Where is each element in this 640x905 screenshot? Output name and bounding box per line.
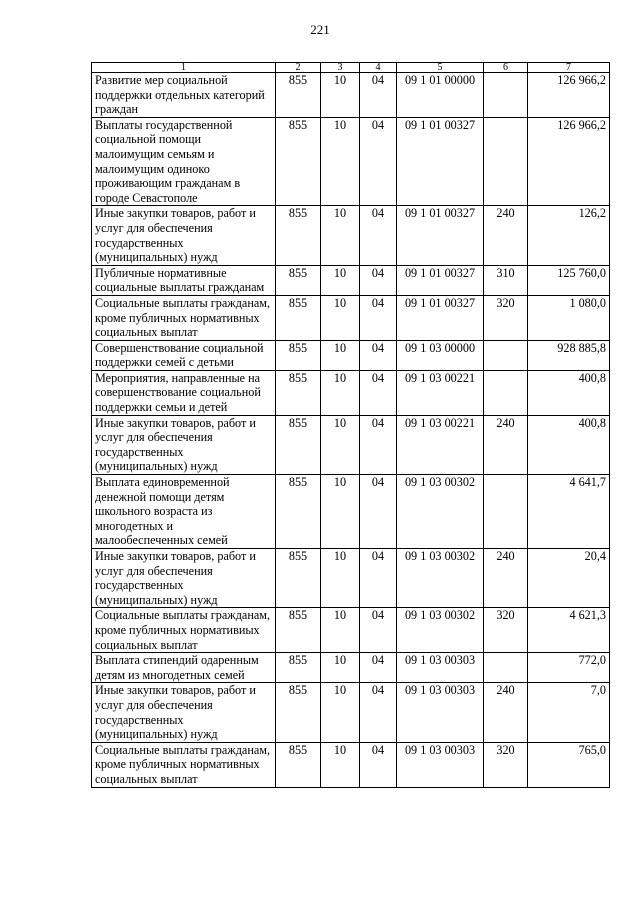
target-article-cell: 09 1 03 00302 (397, 608, 484, 653)
expense-type-cell: 310 (484, 265, 528, 295)
grbs-code-cell: 855 (276, 653, 321, 683)
expense-name-cell: Иные закупки товаров, работ и услуг для обеспечения государственных (муниципальных) нужд (92, 549, 276, 608)
section-code-cell: 10 (321, 653, 360, 683)
expense-name-cell: Выплаты государственной социальной помощи малоимущим семьям и малоимущим одиноко проживающим гражданам в городе Севастополе (92, 117, 276, 206)
grbs-code-cell: 855 (276, 340, 321, 370)
section-code-cell: 10 (321, 295, 360, 340)
table-row (92, 370, 610, 415)
subsection-code-cell: 04 (360, 742, 397, 787)
amount-cell: 4 641,7 (528, 475, 610, 549)
expense-name-cell: Социальные выплаты гражданам, кроме публичных нормативных социальных выплат (92, 742, 276, 787)
section-code-cell: 10 (321, 742, 360, 787)
expense-name-cell: Выплата единовременной денежной помощи детям школьного возраста из многодетных и малообеспеченных семей (92, 475, 276, 549)
subsection-code-cell: 04 (360, 549, 397, 608)
table-row (92, 653, 610, 683)
amount-cell: 765,0 (528, 742, 610, 787)
target-article-cell: 09 1 03 00000 (397, 340, 484, 370)
table-row (92, 206, 610, 265)
amount-cell: 20,4 (528, 549, 610, 608)
expense-name-cell: Совершенствование социальной поддержки семей с детьми (92, 340, 276, 370)
table-row (92, 549, 610, 608)
target-article-cell: 09 1 03 00303 (397, 742, 484, 787)
expense-name-cell: Мероприятия, направленные на совершенствование социальной поддержки семьи и детей (92, 370, 276, 415)
target-article-cell: 09 1 03 00303 (397, 653, 484, 683)
target-article-cell: 09 1 03 00221 (397, 370, 484, 415)
expense-type-cell: 240 (484, 683, 528, 742)
expense-name-cell: Выплата стипендий одаренным детям из многодетных семей (92, 653, 276, 683)
grbs-code-cell: 855 (276, 73, 321, 118)
grbs-code-cell: 855 (276, 683, 321, 742)
target-article-cell: 09 1 03 00302 (397, 475, 484, 549)
amount-cell: 125 760,0 (528, 265, 610, 295)
expense-name-cell: Социальные выплаты гражданам, кроме публичных нормативиых социальных выплат (92, 608, 276, 653)
expense-type-cell (484, 475, 528, 549)
table-row (92, 475, 610, 549)
column-header: 1 (92, 63, 276, 73)
target-article-cell: 09 1 03 00302 (397, 549, 484, 608)
expense-type-cell (484, 117, 528, 206)
subsection-code-cell: 04 (360, 415, 397, 474)
column-number-row (92, 63, 610, 73)
section-code-cell: 10 (321, 683, 360, 742)
subsection-code-cell: 04 (360, 475, 397, 549)
expense-type-cell (484, 653, 528, 683)
subsection-code-cell: 04 (360, 653, 397, 683)
table-row (92, 415, 610, 474)
section-code-cell: 10 (321, 340, 360, 370)
expense-name-cell: Развитие мер социальной поддержки отдельных категорий граждан (92, 73, 276, 118)
amount-cell: 4 621,3 (528, 608, 610, 653)
expense-name-cell: Публичные нормативные социальные выплаты гражданам (92, 265, 276, 295)
page-number: 221 (310, 22, 330, 37)
subsection-code-cell: 04 (360, 608, 397, 653)
expense-type-cell: 240 (484, 549, 528, 608)
subsection-code-cell: 04 (360, 370, 397, 415)
budget-table (91, 62, 610, 788)
grbs-code-cell: 855 (276, 742, 321, 787)
target-article-cell: 09 1 01 00327 (397, 206, 484, 265)
grbs-code-cell: 855 (276, 475, 321, 549)
amount-cell: 400,8 (528, 415, 610, 474)
amount-cell: 928 885,8 (528, 340, 610, 370)
grbs-code-cell: 855 (276, 117, 321, 206)
expense-type-cell: 240 (484, 415, 528, 474)
amount-cell: 7,0 (528, 683, 610, 742)
grbs-code-cell: 855 (276, 608, 321, 653)
expense-type-cell: 320 (484, 742, 528, 787)
amount-cell: 772,0 (528, 653, 610, 683)
column-header: 4 (360, 63, 397, 73)
table-row (92, 340, 610, 370)
subsection-code-cell: 04 (360, 295, 397, 340)
subsection-code-cell: 04 (360, 73, 397, 118)
table-row (92, 608, 610, 653)
table-body (92, 73, 610, 788)
amount-cell: 126,2 (528, 206, 610, 265)
section-code-cell: 10 (321, 475, 360, 549)
target-article-cell: 09 1 03 00303 (397, 683, 484, 742)
expense-type-cell (484, 370, 528, 415)
table-row (92, 117, 610, 206)
amount-cell: 126 966,2 (528, 73, 610, 118)
column-header: 5 (397, 63, 484, 73)
section-code-cell: 10 (321, 549, 360, 608)
target-article-cell: 09 1 01 00327 (397, 265, 484, 295)
column-header: 2 (276, 63, 321, 73)
section-code-cell: 10 (321, 415, 360, 474)
expense-name-cell: Социальные выплаты гражданам, кроме публичных нормативных социальных выплат (92, 295, 276, 340)
subsection-code-cell: 04 (360, 206, 397, 265)
expense-type-cell: 320 (484, 608, 528, 653)
table-row (92, 73, 610, 118)
target-article-cell: 09 1 03 00221 (397, 415, 484, 474)
expense-type-cell (484, 73, 528, 118)
grbs-code-cell: 855 (276, 295, 321, 340)
target-article-cell: 09 1 01 00327 (397, 117, 484, 206)
subsection-code-cell: 04 (360, 117, 397, 206)
grbs-code-cell: 855 (276, 206, 321, 265)
target-article-cell: 09 1 01 00000 (397, 73, 484, 118)
expense-name-cell: Иные закупки товаров, работ и услуг для обеспечения государственных (муниципальных) нужд (92, 415, 276, 474)
table-row (92, 742, 610, 787)
subsection-code-cell: 04 (360, 683, 397, 742)
expense-type-cell: 240 (484, 206, 528, 265)
subsection-code-cell: 04 (360, 265, 397, 295)
column-header: 6 (484, 63, 528, 73)
amount-cell: 1 080,0 (528, 295, 610, 340)
table-row (92, 683, 610, 742)
expense-type-cell (484, 340, 528, 370)
column-header: 7 (528, 63, 610, 73)
expense-type-cell: 320 (484, 295, 528, 340)
table-row (92, 265, 610, 295)
section-code-cell: 10 (321, 73, 360, 118)
section-code-cell: 10 (321, 206, 360, 265)
expense-name-cell: Иные закупки товаров, работ и услуг для обеспечения государственных (муниципальных) нужд (92, 683, 276, 742)
amount-cell: 400,8 (528, 370, 610, 415)
grbs-code-cell: 855 (276, 549, 321, 608)
section-code-cell: 10 (321, 265, 360, 295)
amount-cell: 126 966,2 (528, 117, 610, 206)
subsection-code-cell: 04 (360, 340, 397, 370)
grbs-code-cell: 855 (276, 415, 321, 474)
section-code-cell: 10 (321, 370, 360, 415)
section-code-cell: 10 (321, 117, 360, 206)
column-header: 3 (321, 63, 360, 73)
target-article-cell: 09 1 01 00327 (397, 295, 484, 340)
table-row (92, 295, 610, 340)
section-code-cell: 10 (321, 608, 360, 653)
grbs-code-cell: 855 (276, 265, 321, 295)
expense-name-cell: Иные закупки товаров, работ и услуг для обеспечения государственных (муниципальных) нужд (92, 206, 276, 265)
grbs-code-cell: 855 (276, 370, 321, 415)
